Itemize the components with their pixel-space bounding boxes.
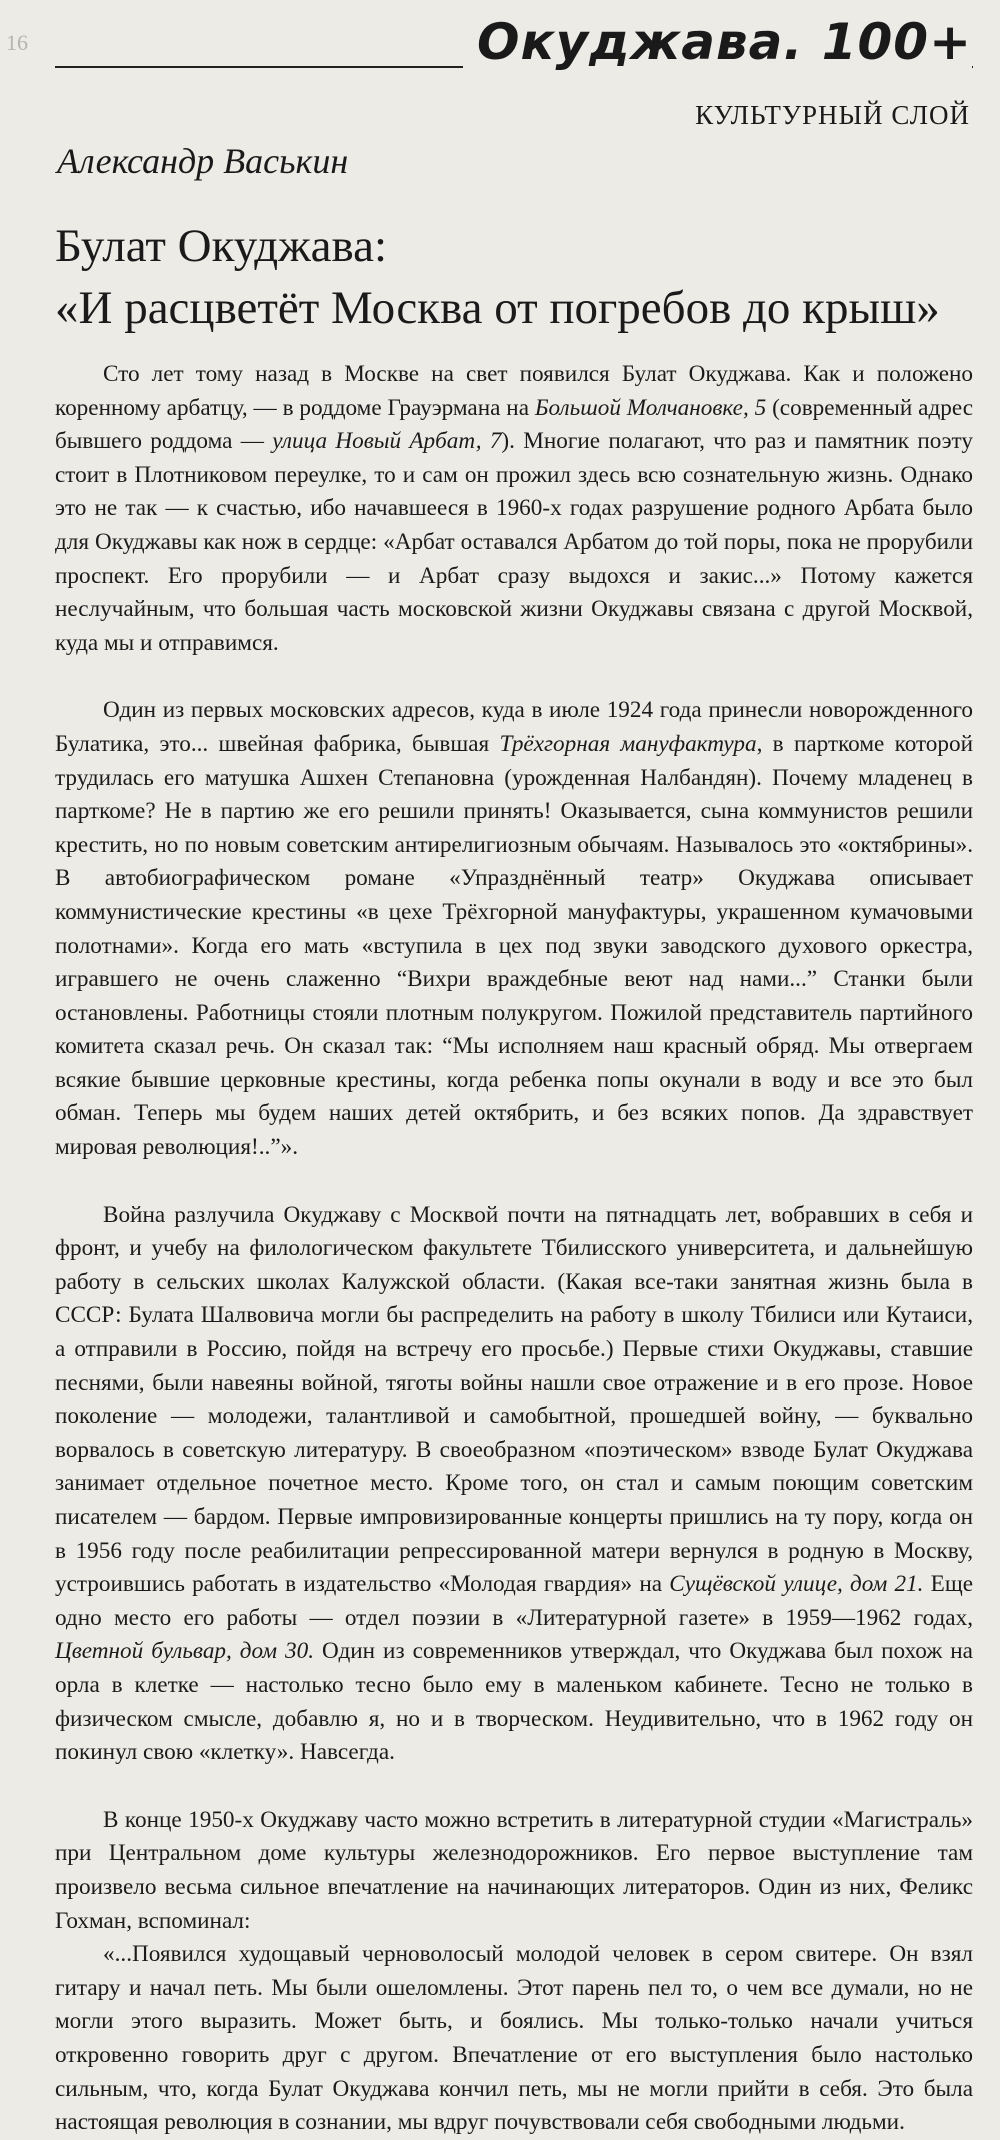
article-author: Александр Васькин bbox=[57, 141, 349, 181]
article-title bbox=[55, 215, 985, 339]
title-line-2: «И расцветёт Москва от погребов до крыш» bbox=[55, 282, 940, 334]
page-number: 16 bbox=[6, 30, 28, 55]
title-line-1: Булат Окуджава: bbox=[55, 220, 388, 272]
paragraph-3: Война разлучила Окуджаву с Москвой почти на пятнадцать лет, вобравших в себя и фронт, и учебу на филологическом факультете Тбилисского университета, и дальнейшую работу в сельских школах Калужской области. (Какая все-таки занятная жизнь была в СССР: Булата Шалвовича могли бы распределить на работу в школу Тбилиси или Кутаиси, а отправили в Россию, пойдя на встречу его просьбе.) Первые стихи Окуджавы, ставшие песнями, были навеяны войной, тяготы войны нашли свое отражение и в его прозе. Новое поколение — молодежи, талантливой и самобытной, прошедшей войну, — буквально ворвалось в советскую литературу. В своеобразном «поэтическом» взводе Булат Окуджава занимает отдельное почетное место. Кроме того, он стал и самым поющим советским писателем — бардом. Первые импровизированные концерты пришлись на ту пору, когда он в 1956 году после реабилитации репрессированной матери вернулся в родную в Москву, устроившись работать в издательство «Молодая гвардия» на Сущёвской улице, дом 21. Еще одно место его работы — отдел поэзии в «Литературной газете» в 1959—1962 годах, Цветной бульвар, дом 30. Один из современников утверждал, что Окуджава был похож на орла в клетке — настолько тесно было ему в маленьком кабинете. Тесно не только в физическом смысле, добавлю я, но и в творческом. Неудивительно, что в 1962 году он покинул свою «клетку». Навсегда. bbox=[55, 1201, 973, 1766]
brand-header: Окуджава. 100+ bbox=[463, 10, 972, 74]
paragraph-5-quote: «...Появился худощавый черноволосый молодой человек в сером свитере. Он взял гитару и начал петь. Мы были ошеломлены. Этот парень пел то, о чем все думали, но не могли этого выразить. Может быть, и боялись. Мы только-только начали учиться откровенно говорить друг с другом. Впечатление от его выступления было настолько сильным, что, когда Булат Окуджава кончил петь, мы не могли прийти в себя. Это была настоящая революция в сознании, мы вдруг почувствовали себя свободными людьми. bbox=[55, 1941, 973, 2136]
article-body bbox=[55, 358, 973, 2140]
paragraph-4: В конце 1950-х Окуджаву часто можно встретить в литературной студии «Магистраль» при Центральном доме культуры железнодорожников. Его первое выступление там произвело весьма сильное впечатление на начинающих литераторов. Один из них, Феликс Гохман, вспоминал: bbox=[55, 1806, 973, 1934]
section-label: КУЛЬТУРНЫЙ СЛОЙ bbox=[695, 100, 970, 130]
paragraph-1: Сто лет тому назад в Москве на свет появился Булат Окуджава. Как и положено коренному арбатцу, — в роддоме Грауэрмана на Большой Молчановке, 5 (современный адрес бывшего роддома — улица Новый Арбат, 7). Многие полагают, что раз и памятник поэту стоит в Плотниковом переулке, то и сам он прожил здесь всю сознательную жизнь. Однако это не так — к счастью, ибо начавшееся в 1960-х годах разрушение родного Арбата было для Окуджавы как нож в сердце: «Арбат оставался Арбатом до той поры, пока не прорубили проспект. Его прорубили — и Арбат сразу выдохся и закис...» Потому кажется неслучайным, что большая часть московской жизни Окуджавы связана с другой Москвой, куда мы и отправимся. bbox=[55, 361, 974, 656]
paragraph-2: Один из первых московских адресов, куда в июле 1924 года принесли новорожденного Булатика, это... швейная фабрика, бывшая Трёхгорная мануфактура, в парткоме которой трудилась его матушка Ашхен Степановна (урожденная Налбандян). Почему младенец в парткоме? Не в партию же его решили принять! Оказывается, сына коммунистов решили крестить, но по новым советским антирелигиозным обычаям. Называлось это «октябрины». В автобиографическом романе «Упразднённый театр» Окуджава описывает коммунистические крестины «в цехе Трёхгорной мануфактуры, украшенном кумачовыми полотнами». Когда его мать «вступила в цех под звуки заводского духового оркестра, игравшего не очень слаженно “Вихри враждебные веют над нами...” Станки были остановлены. Работницы стояли плотным полукругом. Пожилой представитель партийного комитета сказал речь. Он сказал так: “Мы исполняем наш красный обряд. Мы отвергаем всякие бывшие церковные крестины, когда ребенка попы окунали в воду и все это был обман. Теперь мы будем наших детей октябрить, и без всяких попов. Да здравствует мировая революция!..”». bbox=[55, 697, 974, 1161]
